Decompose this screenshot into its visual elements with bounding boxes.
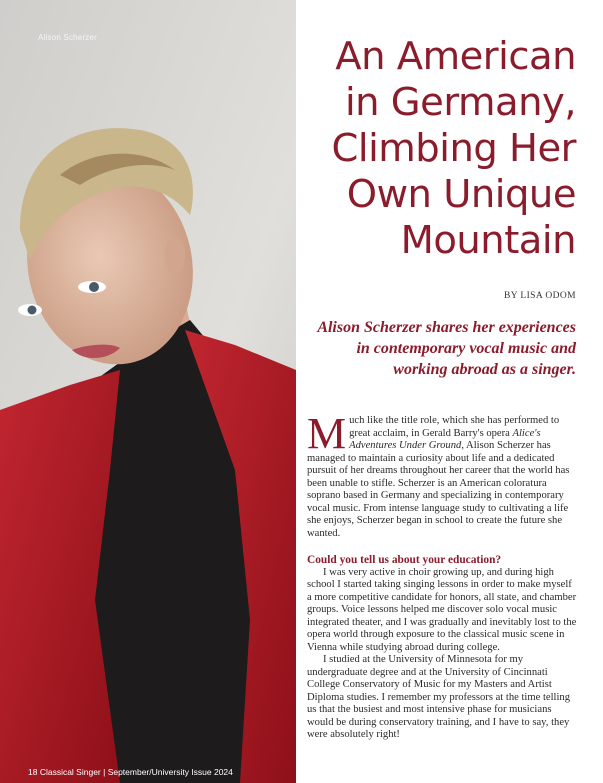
intro-text-2: , Alison Scherzer has managed to maintain a curiosity about life and a dedicated pursuit of her dreams throughout her career that the world has been unable to stifle. Scherzer is an American coloratura soprano based in Germany and specializing in contemporary vocal music. From intense language study to cultivating a life she enjoys, Scherzer began in school to create the future she wanted. xyxy=(307,440,570,539)
intro-paragraph xyxy=(307,409,578,540)
article-column xyxy=(296,0,603,783)
intro-text-1: uch like the title role, which she has performed to great acclaim, in Gerald Barry's opera xyxy=(349,415,560,439)
title-line: Mountain xyxy=(400,218,576,263)
byline: BY LISA ODOM xyxy=(503,291,576,301)
drop-cap: M xyxy=(307,409,347,458)
portrait-illustration xyxy=(0,0,296,783)
title-line: Climbing Her xyxy=(331,126,576,171)
question-heading: Could you tell us about your education? xyxy=(307,554,502,566)
deck-line: working abroad as a singer. xyxy=(393,361,576,378)
article-body xyxy=(307,409,578,742)
title-line: Own Unique xyxy=(346,172,576,217)
answer-paragraph: I studied at the University of Minnesota for my undergraduate degree and at the University of Cincinnati College Conservatory of Music for my Masters and Artist Diploma studies. I remember my professors at the time telling us that the busiest and most intensive phase for musicians would be during conservatory training, and I have to say, they were absolutely right! xyxy=(307,654,571,740)
article-title xyxy=(296,34,576,264)
title-line: in Germany, xyxy=(344,80,576,125)
title-line: An American xyxy=(335,34,576,79)
portrait-photo xyxy=(0,0,296,783)
photo-credit: Alison Scherzer xyxy=(38,33,98,42)
answer-paragraph: I was very active in choir growing up, and during high school I started taking singing lessons in order to make myself a more competitive candidate for honors, all state, and chamber groups. Voice lessons helped me discover solo vocal music integrated theater, and I was gradually and inevitably lost to the opera world through exposure to the classical music scene in Vienna while studying abroad during college. xyxy=(307,566,577,653)
opera-title: Alice's Adventures Under Ground xyxy=(349,427,541,451)
deck-line: Alison Scherzer shares her experiences xyxy=(317,319,576,336)
deck-line: in contemporary vocal music and xyxy=(356,340,576,357)
article-deck xyxy=(306,317,576,380)
page-folio: 18 Classical Singer | September/University Issue 2024 xyxy=(28,767,233,777)
